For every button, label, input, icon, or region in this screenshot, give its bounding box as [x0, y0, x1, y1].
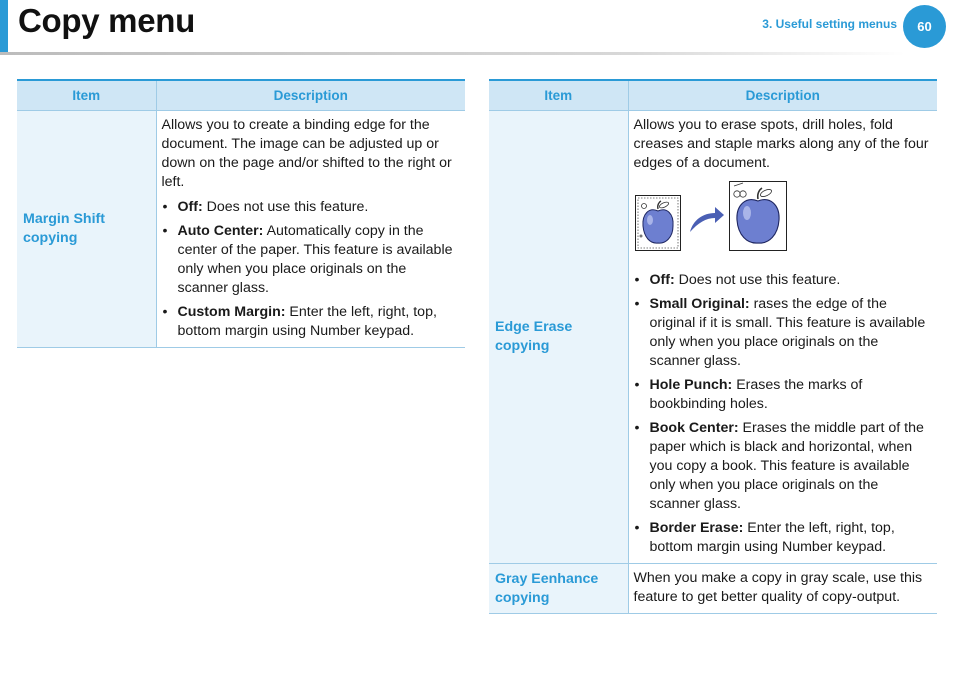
option-text: Erases the marks of bookbinding holes.: [649, 377, 863, 412]
edge-erase-table: [489, 79, 937, 614]
option-name: Border Erase:: [649, 520, 744, 536]
header-accent-bar: [0, 0, 8, 52]
page-number-badge: 60: [903, 5, 946, 48]
description-cell: [156, 111, 465, 348]
option-name: Off:: [649, 272, 675, 288]
option-item: [162, 198, 460, 217]
option-text: Does not use this feature.: [202, 199, 369, 215]
option-name: Off:: [177, 199, 203, 215]
option-name: Book Center:: [649, 420, 739, 436]
column-header-item: Item: [489, 80, 628, 111]
option-name: Small Original:: [649, 296, 750, 312]
curved-arrow-icon: [687, 203, 727, 235]
column-header-item: Item: [17, 80, 156, 111]
option-item: [634, 519, 932, 557]
apple-original-icon: [635, 195, 681, 251]
item-edge-erase: Edge Erase copying: [489, 111, 628, 564]
option-name: Auto Center:: [177, 223, 264, 239]
option-text: rases the edge of the original if it is small. This feature is available only when you place originals on the scanner glass.: [649, 296, 926, 369]
header-divider: [0, 52, 905, 55]
option-item: [634, 419, 932, 514]
column-header-description: Description: [628, 80, 937, 111]
description-text: Allows you to erase spots, drill holes, fold creases and staple marks along any of the four edges of a document.: [633, 117, 929, 171]
table-row: [489, 564, 937, 614]
column-header-description: Description: [156, 80, 465, 111]
description-cell: [628, 111, 937, 564]
option-text: Enter the left, right, top, bottom margin using Number keypad.: [649, 520, 895, 555]
description-cell: [628, 564, 937, 614]
description-text: When you make a copy in gray scale, use this feature to get better quality of copy-output.: [633, 570, 923, 605]
option-list: [162, 198, 460, 341]
chapter-link[interactable]: 3. Useful setting menus: [762, 17, 897, 31]
table-header-row: [489, 80, 937, 111]
option-text: Erases the middle part of the paper which is black and horizontal, when you copy a book. This feature is available only when you place originals on the scanner glass.: [649, 420, 924, 512]
item-margin-shift: Margin Shift copying: [17, 111, 156, 348]
option-item: [162, 303, 460, 341]
table-header-row: [17, 80, 465, 111]
option-text: Automatically copy in the center of the paper. This feature is available only when you place originals on the scanner glass.: [177, 223, 453, 296]
option-text: Enter the left, right, top, bottom margin using Number keypad.: [177, 304, 437, 339]
option-item: [634, 295, 932, 371]
option-item: [162, 222, 460, 298]
option-item: [634, 271, 932, 290]
option-item: [634, 376, 932, 414]
apple-erased-icon: [729, 181, 787, 251]
item-gray-enhance: Gray Eenhance copying: [489, 564, 628, 614]
option-text: Does not use this feature.: [674, 272, 841, 288]
description-text: Allows you to create a binding edge for the document. The image can be adjusted up or down on the page and/or shifted to the right or left.: [161, 117, 452, 190]
table-row: [489, 111, 937, 564]
option-name: Hole Punch:: [649, 377, 733, 393]
margin-shift-table: [17, 79, 465, 348]
option-name: Custom Margin:: [177, 304, 286, 320]
option-list: [634, 271, 932, 557]
page-title: Copy menu: [18, 2, 195, 39]
table-row: [17, 111, 465, 348]
edge-erase-illustration: [634, 181, 932, 263]
